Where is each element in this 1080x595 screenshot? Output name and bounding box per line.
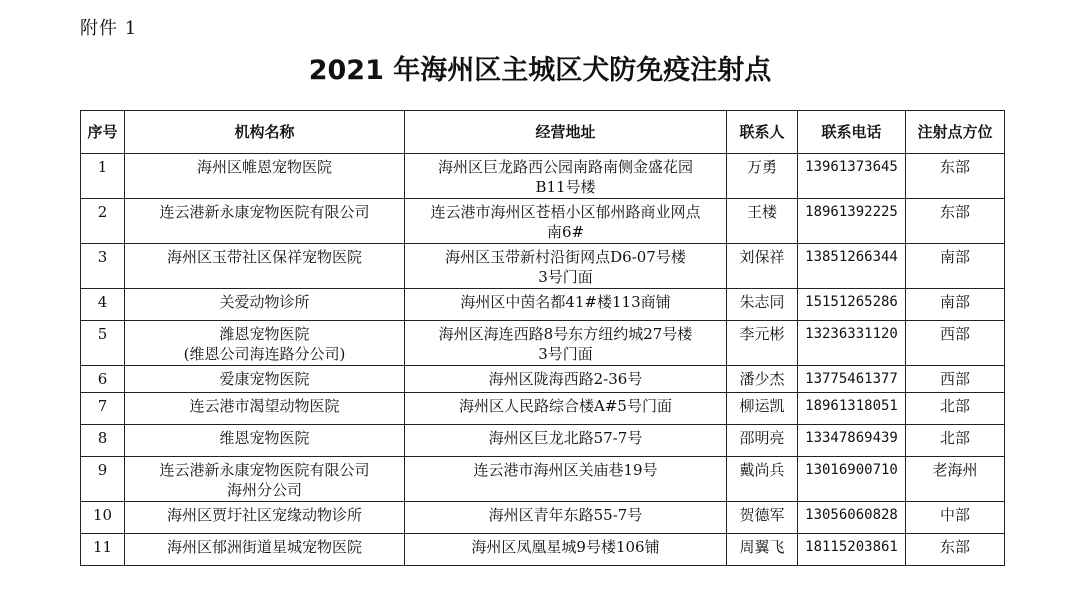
injection-position: 南部 bbox=[906, 244, 1005, 289]
institution-name bbox=[125, 199, 405, 244]
contact-person: 戴尚兵 bbox=[727, 457, 798, 502]
institution-name bbox=[125, 366, 405, 393]
address-line: 南6# bbox=[546, 223, 585, 241]
injection-position: 西部 bbox=[906, 366, 1005, 393]
injection-position: 中部 bbox=[906, 502, 1005, 534]
contact-person: 万勇 bbox=[727, 154, 798, 199]
header-institution-name: 机构名称 bbox=[125, 111, 405, 154]
institution-name bbox=[125, 457, 405, 502]
table-row bbox=[81, 534, 1005, 566]
phone-number: 13016900710 bbox=[798, 457, 906, 502]
phone-number: 18961392225 bbox=[798, 199, 906, 244]
injection-points-table bbox=[80, 110, 1005, 566]
table-row bbox=[81, 154, 1005, 199]
phone-number: 13347869439 bbox=[798, 425, 906, 457]
institution-name bbox=[125, 393, 405, 425]
attachment-label: 附件 1 bbox=[80, 18, 138, 39]
institution-name-line: (维恩公司海连路分公司) bbox=[183, 345, 346, 363]
phone-number: 13236331120 bbox=[798, 321, 906, 366]
injection-position: 东部 bbox=[906, 534, 1005, 566]
address-line: 海州区巨龙北路57-7号 bbox=[488, 429, 643, 447]
institution-name-line: 海州区帷恩宠物医院 bbox=[196, 158, 332, 176]
table-row bbox=[81, 244, 1005, 289]
institution-name-line: 海州区玉带社区保祥宠物医院 bbox=[166, 248, 362, 266]
address bbox=[405, 393, 727, 425]
contact-person: 朱志同 bbox=[727, 289, 798, 321]
address bbox=[405, 199, 727, 244]
institution-name-line: 维恩宠物医院 bbox=[219, 429, 310, 447]
row-number: 11 bbox=[81, 534, 125, 566]
contact-person: 柳运凯 bbox=[727, 393, 798, 425]
address-line: 海州区凤凰星城9号楼106铺 bbox=[471, 538, 660, 556]
institution-name bbox=[125, 321, 405, 366]
row-number: 2 bbox=[81, 199, 125, 244]
address bbox=[405, 289, 727, 321]
injection-position: 东部 bbox=[906, 199, 1005, 244]
table-row bbox=[81, 502, 1005, 534]
address bbox=[405, 502, 727, 534]
address-line: 海州区青年东路55-7号 bbox=[488, 506, 643, 524]
institution-name bbox=[125, 289, 405, 321]
address bbox=[405, 154, 727, 199]
address-line: 3号门面 bbox=[538, 268, 593, 286]
contact-person: 贺德军 bbox=[727, 502, 798, 534]
address-line: 海州区陇海西路2-36号 bbox=[488, 370, 643, 388]
row-number: 1 bbox=[81, 154, 125, 199]
phone-number: 13775461377 bbox=[798, 366, 906, 393]
table-row bbox=[81, 321, 1005, 366]
header-number: 序号 bbox=[81, 111, 125, 154]
row-number: 3 bbox=[81, 244, 125, 289]
row-number: 8 bbox=[81, 425, 125, 457]
address bbox=[405, 366, 727, 393]
table-row bbox=[81, 425, 1005, 457]
institution-name bbox=[125, 502, 405, 534]
table-row bbox=[81, 199, 1005, 244]
injection-position: 东部 bbox=[906, 154, 1005, 199]
contact-person: 刘保祥 bbox=[727, 244, 798, 289]
institution-name-line: 连云港新永康宠物医院有限公司 bbox=[159, 203, 370, 221]
institution-name-line: 关爱动物诊所 bbox=[219, 293, 310, 311]
address-line: 3号门面 bbox=[538, 345, 593, 363]
address bbox=[405, 244, 727, 289]
table-row bbox=[81, 393, 1005, 425]
address-line: B11号楼 bbox=[535, 178, 596, 196]
institution-name-line: 海州分公司 bbox=[226, 481, 302, 499]
contact-person: 潘少杰 bbox=[727, 366, 798, 393]
institution-name bbox=[125, 154, 405, 199]
address-line: 海州区海连西路8号东方纽约城27号楼 bbox=[438, 325, 693, 343]
address-line: 海州区中茵名都41#楼113商铺 bbox=[460, 293, 671, 311]
institution-name-line: 海州区贾圩社区宠缘动物诊所 bbox=[166, 506, 362, 524]
institution-name bbox=[125, 425, 405, 457]
row-number: 4 bbox=[81, 289, 125, 321]
address-line: 海州区巨龙路西公园南路南侧金盛花园 bbox=[437, 158, 693, 176]
injection-position: 南部 bbox=[906, 289, 1005, 321]
injection-position: 西部 bbox=[906, 321, 1005, 366]
table-row bbox=[81, 289, 1005, 321]
institution-name-line: 连云港市渴望动物医院 bbox=[189, 397, 340, 415]
table-row bbox=[81, 366, 1005, 393]
header-position: 注射点方位 bbox=[906, 111, 1005, 154]
institution-name bbox=[125, 534, 405, 566]
phone-number: 15151265286 bbox=[798, 289, 906, 321]
phone-number: 13851266344 bbox=[798, 244, 906, 289]
contact-person: 周翼飞 bbox=[727, 534, 798, 566]
row-number: 6 bbox=[81, 366, 125, 393]
injection-position: 老海州 bbox=[906, 457, 1005, 502]
address-line: 海州区玉带新村沿街网点D6-07号楼 bbox=[445, 248, 686, 266]
contact-person: 李元彬 bbox=[727, 321, 798, 366]
row-number: 7 bbox=[81, 393, 125, 425]
table-row bbox=[81, 457, 1005, 502]
contact-person: 王楼 bbox=[727, 199, 798, 244]
header-address: 经营地址 bbox=[405, 111, 727, 154]
header-phone: 联系电话 bbox=[798, 111, 906, 154]
address bbox=[405, 321, 727, 366]
address-line: 连云港市海州区苍梧小区郁州路商业网点 bbox=[430, 203, 701, 221]
address bbox=[405, 425, 727, 457]
address-line: 连云港市海州区关庙巷19号 bbox=[473, 461, 658, 479]
institution-name-line: 爱康宠物医院 bbox=[219, 370, 310, 388]
phone-number: 18961318051 bbox=[798, 393, 906, 425]
address bbox=[405, 457, 727, 502]
phone-number: 18115203861 bbox=[798, 534, 906, 566]
table-body bbox=[81, 154, 1005, 566]
institution-name-line: 海州区郁洲街道星城宠物医院 bbox=[166, 538, 362, 556]
row-number: 9 bbox=[81, 457, 125, 502]
phone-number: 13961373645 bbox=[798, 154, 906, 199]
institution-name-line: 连云港新永康宠物医院有限公司 bbox=[159, 461, 370, 479]
contact-person: 邵明亮 bbox=[727, 425, 798, 457]
document-title: 2021 年海州区主城区犬防免疫注射点 bbox=[308, 55, 772, 86]
phone-number: 13056060828 bbox=[798, 502, 906, 534]
address bbox=[405, 534, 727, 566]
injection-position: 北部 bbox=[906, 425, 1005, 457]
institution-name bbox=[125, 244, 405, 289]
table-header-row bbox=[81, 111, 1005, 154]
header-contact: 联系人 bbox=[727, 111, 798, 154]
row-number: 10 bbox=[81, 502, 125, 534]
row-number: 5 bbox=[81, 321, 125, 366]
address-line: 海州区人民路综合楼A#5号门面 bbox=[459, 397, 672, 415]
injection-position: 北部 bbox=[906, 393, 1005, 425]
institution-name-line: 潍恩宠物医院 bbox=[219, 325, 310, 343]
